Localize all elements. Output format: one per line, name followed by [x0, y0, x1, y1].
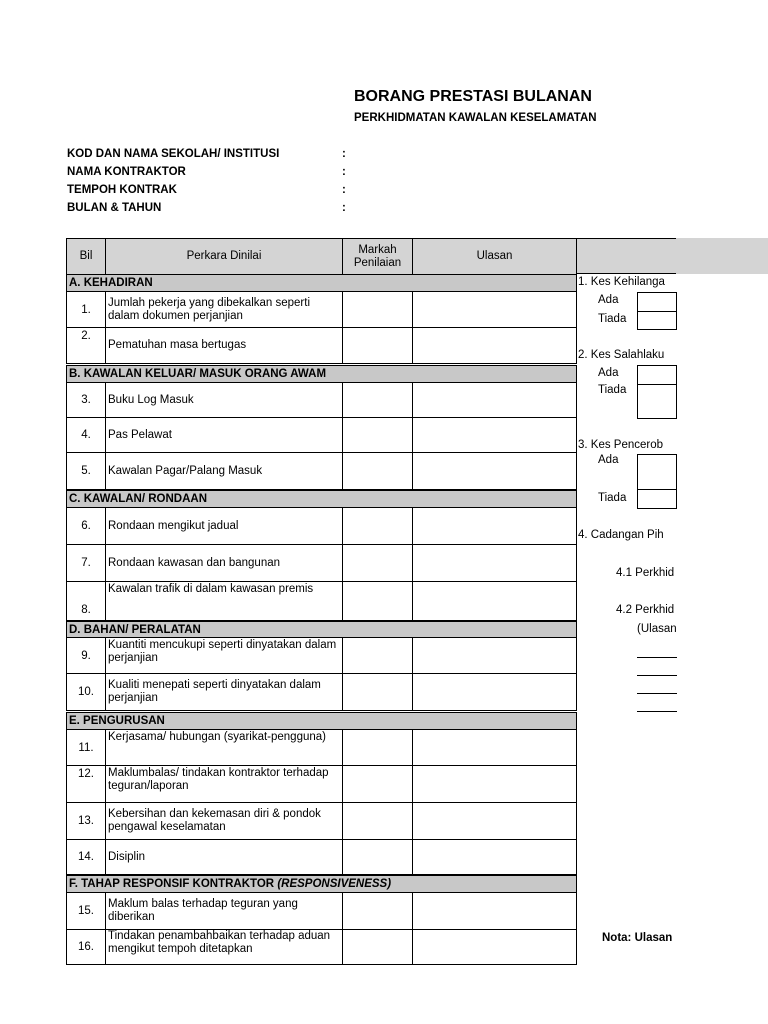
row-num: 13. [66, 802, 106, 840]
service-42-label: 4.2 Perkhid [616, 604, 675, 616]
contract-period-colon: : [342, 184, 346, 196]
comment-cell[interactable] [412, 839, 577, 875]
school-label: KOD DAN NAMA SEKOLAH/ INSTITUSI [67, 148, 280, 160]
row-clip [66, 929, 577, 955]
comment-line [637, 675, 677, 676]
score-cell[interactable] [342, 729, 413, 766]
comment-hint: (Ulasan [637, 623, 677, 635]
score-cell[interactable] [342, 839, 413, 875]
checkbox-loss-ada[interactable] [637, 292, 677, 312]
row-num: 11. [66, 729, 106, 766]
comment-cell[interactable] [412, 507, 577, 545]
row-num: 16. [66, 929, 106, 965]
score-cell[interactable] [342, 673, 413, 711]
month-year-colon: : [342, 202, 346, 214]
month-year-label: BULAN & TAHUN [67, 202, 162, 214]
score-cell[interactable] [342, 327, 413, 364]
section-kawalan-keluar-masuk: B. KAWALAN KELUAR/ MASUK ORANG AWAM [66, 365, 577, 383]
section-tahap-responsif [66, 875, 577, 893]
row-num: 3. [66, 382, 106, 418]
row-item: Kuantiti mencukupi seperti dinyatakan dalam perjanjian [105, 637, 343, 674]
comment-cell[interactable] [412, 802, 577, 840]
section-kehadiran: A. KEHADIRAN [66, 274, 577, 292]
ada-label: Ada [598, 454, 619, 466]
score-cell[interactable] [342, 765, 413, 803]
row-item: Tindakan penambahbaikan terhadap aduan mengikut tempoh ditetapkan [105, 929, 343, 965]
comment-cell[interactable] [412, 291, 577, 328]
score-cell[interactable] [342, 452, 413, 490]
row-item: Kebersihan dan kekemasan diri & pondok pengawal keselamatan [105, 802, 343, 840]
comment-cell[interactable] [412, 637, 577, 674]
score-cell[interactable] [342, 802, 413, 840]
form-subtitle: PERKHIDMATAN KAWALAN KESELAMATAN [354, 112, 597, 124]
score-cell[interactable] [342, 637, 413, 674]
ada-label: Ada [598, 367, 619, 379]
checkbox-intrusion-tiada[interactable] [637, 489, 677, 509]
checkbox-misconduct-tiada[interactable] [637, 384, 677, 419]
row-num: 2. [66, 327, 106, 364]
ada-label: Ada [598, 294, 619, 306]
row-item: Maklumbalas/ tindakan kontraktor terhadap teguran/laporan [105, 765, 343, 803]
col-bil: Bil [66, 238, 106, 275]
row-num: 15. [66, 892, 106, 930]
row-num: 5. [66, 452, 106, 490]
row-item: Pas Pelawat [105, 417, 343, 453]
row-item: Maklum balas terhadap teguran yang diberikan [105, 892, 343, 930]
section-pengurusan: E. PENGURUSAN [66, 712, 577, 730]
score-cell[interactable] [342, 581, 413, 621]
col-ulasan: Ulasan [412, 238, 577, 275]
service-41-label: 4.1 Perkhid [616, 567, 675, 579]
note-label: Nota: Ulasan [602, 932, 673, 944]
score-cell[interactable] [342, 507, 413, 545]
right-panel [577, 238, 676, 958]
comment-cell[interactable] [412, 673, 577, 711]
row-item: Rondaan kawasan dan bangunan [105, 544, 343, 582]
row-item: Kawalan Pagar/Palang Masuk [105, 452, 343, 490]
case-intrusion-label: 3. Kes Pencerob [578, 439, 664, 451]
row-item: Kawalan trafik di dalam kawasan premis [105, 581, 343, 621]
comment-line [637, 693, 677, 694]
row-num: 14. [66, 839, 106, 875]
comment-cell[interactable] [412, 327, 577, 364]
checkbox-loss-tiada[interactable] [637, 311, 677, 330]
case-loss-label: 1. Kes Kehilanga [578, 276, 665, 288]
row-item: Kualiti menepati seperti dinyatakan dalam perjanjian [105, 673, 343, 711]
comment-cell[interactable] [412, 581, 577, 621]
row-item: Kerjasama/ hubungan (syarikat-pengguna) [105, 729, 343, 766]
checkbox-intrusion-ada[interactable] [637, 454, 677, 490]
comment-cell[interactable] [412, 929, 577, 965]
row-num: 9. [66, 637, 106, 674]
row-num: 7. [66, 544, 106, 582]
score-cell[interactable] [342, 929, 413, 965]
comment-cell[interactable] [412, 765, 577, 803]
form-title: BORANG PRESTASI BULANAN [354, 88, 592, 105]
section-f-label: F. TAHAP RESPONSIF KONTRAKTOR [69, 878, 275, 890]
comment-cell[interactable] [412, 892, 577, 930]
row-item: Buku Log Masuk [105, 382, 343, 418]
contractor-colon: : [342, 166, 346, 178]
score-cell[interactable] [342, 544, 413, 582]
comment-cell[interactable] [412, 417, 577, 453]
section-bahan-peralatan: D. BAHAN/ PERALATAN [66, 621, 577, 638]
tiada-label: Tiada [598, 492, 627, 504]
tiada-label: Tiada [598, 384, 627, 396]
score-cell[interactable] [342, 417, 413, 453]
row-item: Pematuhan masa bertugas [105, 327, 343, 364]
row-num: 12. [66, 765, 106, 803]
row-item: Rondaan mengikut jadual [105, 507, 343, 545]
score-cell[interactable] [342, 382, 413, 418]
row-num: 1. [66, 291, 106, 328]
comment-cell[interactable] [412, 452, 577, 490]
tiada-label: Tiada [598, 313, 627, 325]
section-f-italic: (RESPONSIVENESS) [277, 878, 392, 890]
score-cell[interactable] [342, 291, 413, 328]
row-num: 4. [66, 417, 106, 453]
school-colon: : [342, 148, 346, 160]
comment-cell[interactable] [412, 729, 577, 766]
row-num: 10. [66, 673, 106, 711]
case-misconduct-label: 2. Kes Salahlaku [578, 349, 665, 361]
row-num: 8. [66, 581, 106, 621]
row-item: Jumlah pekerja yang dibekalkan seperti dalam dokumen perjanjian [105, 291, 343, 328]
contract-period-label: TEMPOH KONTRAK [67, 184, 177, 196]
comment-cell[interactable] [412, 544, 577, 582]
comment-line [637, 657, 677, 658]
row-num: 6. [66, 507, 106, 545]
col-markah: Markah Penilaian [342, 238, 413, 275]
col-perkara: Perkara Dinilai [105, 238, 343, 275]
contractor-label: NAMA KONTRAKTOR [67, 166, 186, 178]
checkbox-misconduct-ada[interactable] [637, 365, 677, 385]
comment-line [637, 711, 677, 712]
row-item: Disiplin [105, 839, 343, 875]
suggestion-label: 4. Cadangan Pih [578, 529, 664, 541]
section-kawalan-rondaan: C. KAWALAN/ RONDAAN [66, 490, 577, 508]
comment-cell[interactable] [412, 382, 577, 418]
score-cell[interactable] [342, 892, 413, 930]
